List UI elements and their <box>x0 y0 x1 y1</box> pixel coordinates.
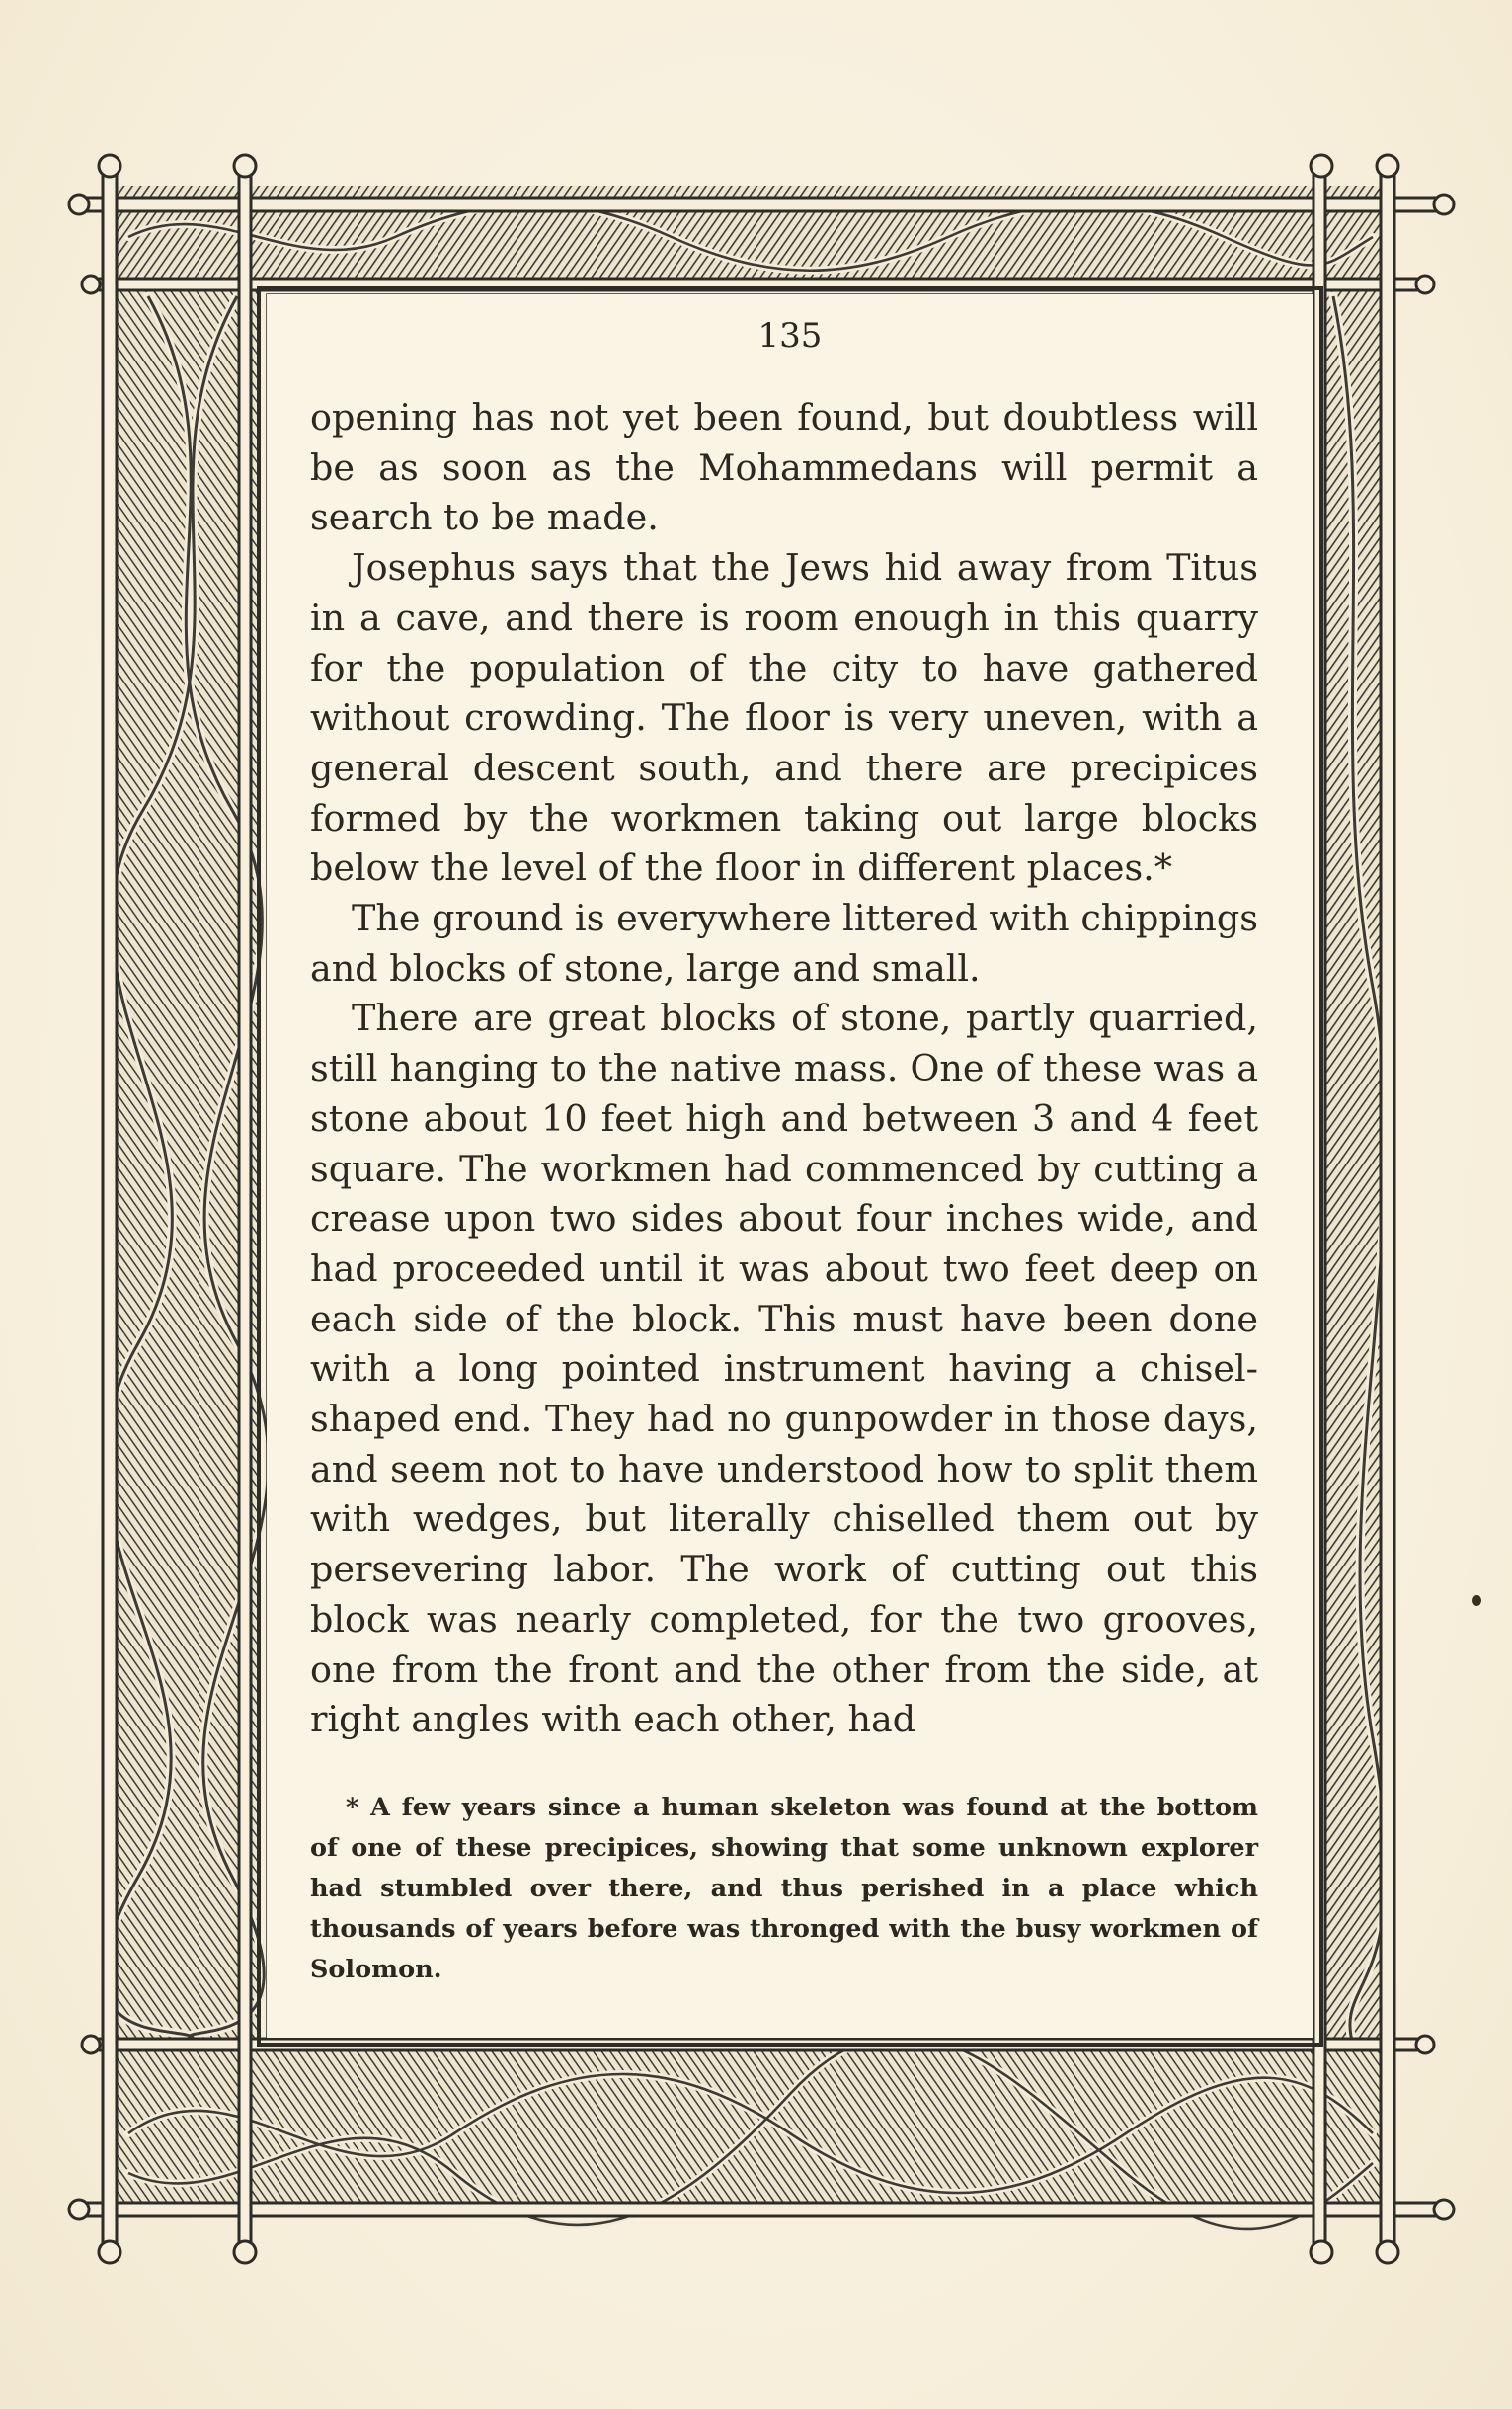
paragraph: The ground is everywhere littered with chippings and blocks of stone, large and small. <box>310 897 1258 990</box>
footnote: * A few years since a human skeleton was found at the bottom of one of these precipices, showing that some unknown explorer had stumbled over there, and thus perished in a place which thousands of years before was thronged with the busy workmen of Solomon. <box>310 1793 1258 1984</box>
text-panel <box>267 294 1313 2038</box>
page-number: 135 <box>757 316 823 356</box>
paragraph: opening has not yet been found, but doubtless will be as soon as the Mohammedans will permit a search to be made. <box>310 396 1258 539</box>
body-text <box>310 393 1258 1745</box>
paragraph: There are great blocks of stone, partly quarried, still hanging to the native mass. One of these was a stone about 10 feet high and between 3 and 4 feet square. The workmen had commenced by cutting a crease upon two sides about four inches wide, and had proceeded until it was about two feet deep on each side of the block. This must have been done with a long pointed instrument having a chisel-shaped end. They had no gunpowder in those days, and seem not to have understood how to split them with wedges, but literally chiselled them out by persevering labor. The work of cutting out this block was nearly completed, for the two grooves, one from the front and the other from the side, at right angles with each other, had <box>310 997 1258 1741</box>
ink-spot <box>1472 1595 1481 1606</box>
paragraph: Josephus says that the Jews hid away from Titus in a cave, and there is room enough in this quarry for the population of the city to have gathered without crowding. The floor is very uneven, with a general descent south, and there are precipices formed by the workmen taking out large blocks below the level of the floor in different places.* <box>310 546 1258 890</box>
